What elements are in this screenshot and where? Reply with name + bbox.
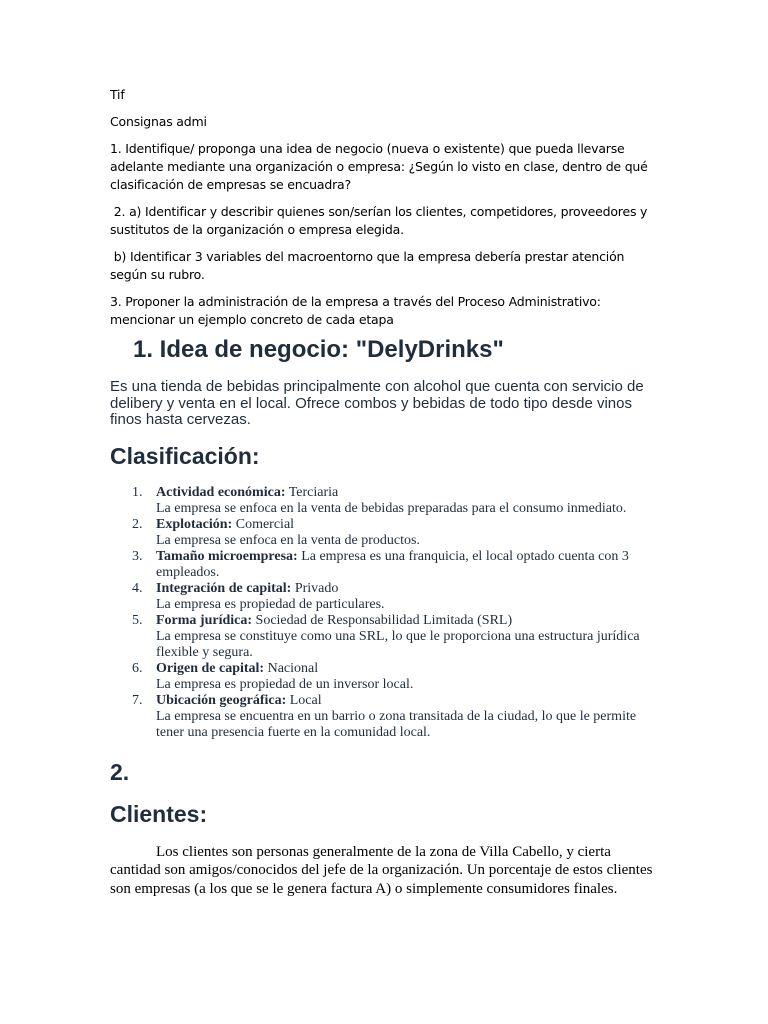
list-item-number: 4. (132, 580, 143, 596)
list-item-number: 2. (132, 516, 143, 532)
clientes-text: Los clientes son personas generalmente de la zona de Villa Cabello, y cierta cantidad son amigos/conocidos del jefe de la organización. Un porcentaje de estos clientes son empresas (a los que se le genera factura A) o simplemente consumidores finales. (110, 843, 653, 897)
list-item (110, 613, 662, 661)
list-item-number: 5. (132, 612, 143, 628)
list-item-desc: La empresa es propiedad de particulares. (156, 596, 385, 612)
clasificacion-list (110, 485, 662, 741)
list-item (110, 485, 662, 517)
list-item-value: La empresa es una franquicia, el local optado cuenta con 3 empleados. (156, 548, 629, 580)
list-item-number: 7. (132, 692, 143, 708)
tif-label: Tif (110, 87, 125, 102)
list-item-value: Nacional (264, 660, 319, 676)
list-item-label: Explotación: (156, 516, 233, 532)
list-item-desc: La empresa es propiedad de un inversor local. (156, 676, 414, 692)
list-item (110, 581, 662, 613)
list-item (110, 693, 662, 741)
consigna-1: 1. Identifique/ proponga una idea de negocio (nueva o existente) que pueda llevarse adelante mediante una organización o empresa: ¿Según lo visto en clase, dentro de qué clasificación de empresas se encuadra? (110, 141, 648, 192)
list-item-label: Origen de capital: (156, 660, 265, 676)
document-page (110, 86, 662, 898)
clasificacion-heading: Clasificación: (110, 442, 260, 469)
section-2-number: 2. (110, 758, 130, 785)
list-item-label: Ubicación geográfica: (156, 692, 287, 708)
consigna-2b: b) Identificar 3 variables del macroentorno que la empresa debería prestar atención según su rubro. (110, 249, 629, 282)
idea-text: Es una tienda de bebidas principalmente con alcohol que cuenta con servicio de delibery y venta en el local. Ofrece combos y bebidas de todo tipo desde vinos finos hasta cervezas. (110, 378, 644, 428)
list-item-label: Tamaño microempresa: (156, 548, 298, 564)
idea-heading: 1. Idea de negocio: "DelyDrinks" (133, 336, 504, 363)
list-item (110, 549, 662, 581)
list-item (110, 661, 662, 693)
list-item-desc: La empresa se constituye como una SRL, lo que le proporciona una estructura jurídica flexible y segura. (156, 628, 640, 660)
consigna-2a: 2. a) Identificar y describir quienes son/serían los clientes, competidores, proveedores y sustitutos de la organización o empresa elegida. (110, 204, 652, 237)
list-item-desc: La empresa se encuentra en un barrio o zona transitada de la ciudad, lo que le permite tener una presencia fuerte en la comunidad local. (156, 708, 637, 740)
list-item-number: 1. (132, 484, 143, 500)
list-item-value: Sociedad de Responsabilidad Limitada (SRL) (252, 612, 513, 628)
list-item-label: Forma jurídica: (156, 612, 253, 628)
list-item-value: Comercial (232, 516, 295, 532)
list-item (110, 517, 662, 549)
list-item-label: Actividad económica: (156, 484, 286, 500)
list-item-number: 3. (132, 548, 143, 564)
list-item-number: 6. (132, 660, 143, 676)
clientes-heading: Clientes: (110, 800, 208, 827)
list-item-value: Terciaria (285, 484, 339, 500)
list-item-desc: La empresa se enfoca en la venta de productos. (156, 532, 420, 548)
list-item-desc: La empresa se enfoca en la venta de bebidas preparadas para el consumo inmediato. (156, 500, 627, 516)
list-item-label: Integración de capital: (156, 580, 292, 596)
list-item-value: Privado (291, 580, 339, 596)
consigna-3: 3. Proponer la administración de la empresa a través del Proceso Administrativo: mencionar un ejemplo concreto de cada etapa (110, 294, 601, 327)
list-item-value: Local (286, 692, 322, 708)
consignas-title: Consignas admi (110, 114, 207, 129)
